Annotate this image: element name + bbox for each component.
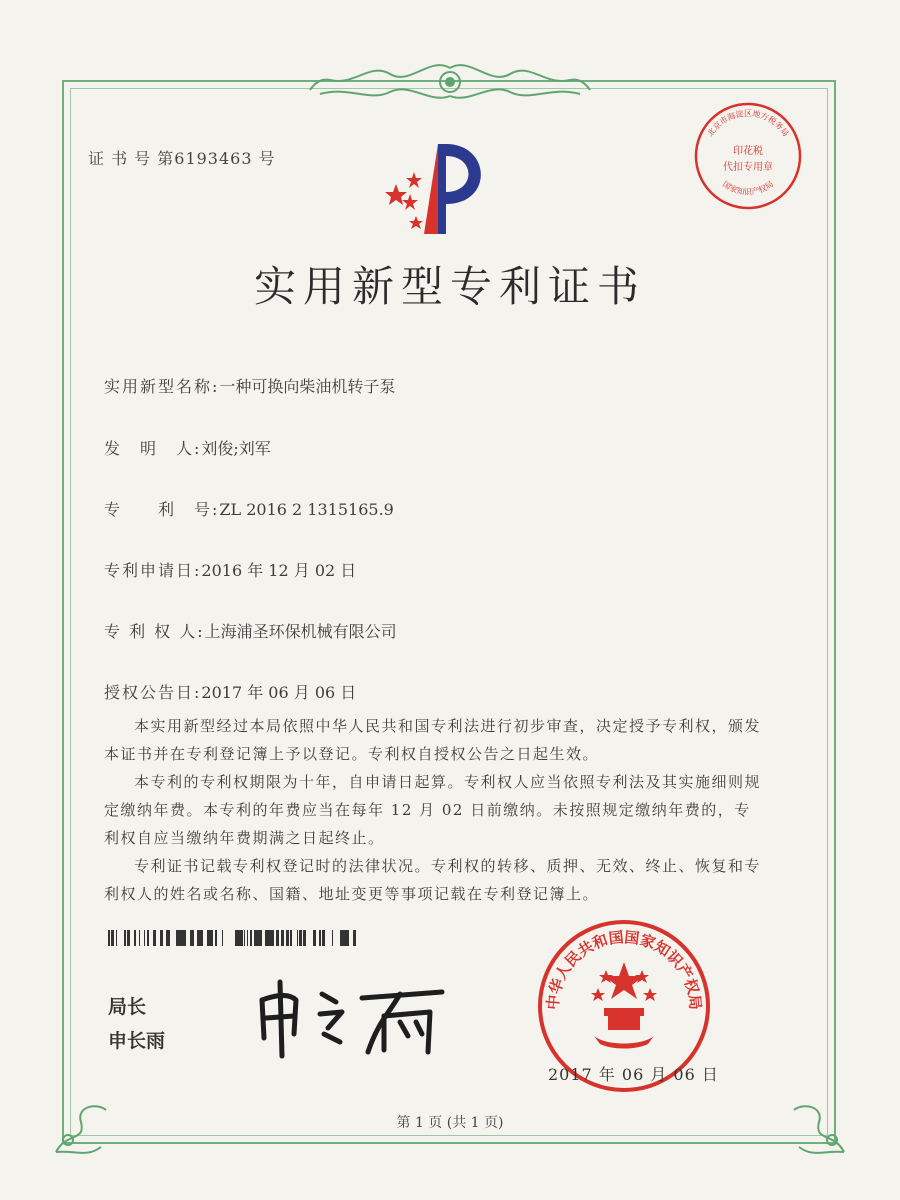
tax-agent-stamp-line-2: 代扣专用章 — [723, 162, 773, 173]
field-value: 刘俊;刘军 — [201, 439, 271, 458]
field-patentee — [104, 619, 397, 642]
director-title: 局长 — [108, 996, 147, 1018]
patent-office-emblem-icon — [376, 134, 506, 238]
barcode — [108, 930, 364, 946]
field-label: 实用新型名称: — [104, 377, 220, 396]
field-label: 发 明 人: — [104, 439, 202, 458]
seal-text: 中华人民共和国国家知识产权局 — [543, 928, 705, 1011]
tax-agent-stamp-outer-text: 北京市海淀区地方税务局 — [705, 109, 791, 139]
tax-agent-stamp-bottom-text: 国家知识产权局 — [720, 179, 776, 197]
handwritten-signature — [250, 972, 450, 1062]
barcode-bar — [357, 930, 358, 946]
field-value: ZL 2016 2 1315165.9 — [219, 500, 394, 519]
field-label: 授权公告日: — [104, 683, 202, 702]
tax-agent-stamp-line-1: 印花税 — [733, 146, 763, 157]
field-value: 一种可换向柴油机转子泵 — [219, 377, 396, 396]
certificate-body — [104, 712, 764, 908]
field-value: 2017 年 06 月 06 日 — [201, 683, 357, 702]
field-value: 2016 年 12 月 02 日 — [201, 561, 357, 580]
certificate-number: 证 书 号 第6193463 号 — [88, 149, 276, 168]
field-utility-model-name — [104, 374, 395, 397]
body-paragraph: 本专利的专利权期限为十年，自申请日起算。专利权人应当依照专利法及其实施细则规定缴纳年费。本专利的年费应当在每年 12 月 02 日前缴纳。未按照规定缴纳年费的，专利权自应当缴纳年费期满之日起终止。 — [104, 773, 762, 847]
director-name: 申长雨 — [108, 1030, 166, 1052]
field-application-date — [104, 558, 356, 581]
page-number: 第 1 页 (共 1 页) — [396, 1115, 504, 1131]
seal-date: 2017 年 06 月 06 日 — [548, 1065, 719, 1084]
certificate-title: 实用新型专利证书 — [253, 262, 646, 311]
field-label: 专利申请日: — [104, 561, 202, 580]
top-ornament — [300, 56, 600, 106]
field-value: 上海浦圣环保机械有限公司 — [204, 622, 397, 641]
svg-text:国家知识产权局 — [721, 179, 775, 196]
field-grant-announcement-date — [104, 680, 356, 703]
body-paragraph: 本实用新型经过本局依照中华人民共和国专利法进行初步审查，决定授予专利权，颁发本证书并在专利登记簿上予以登记。专利权自授权公告之日起生效。 — [104, 717, 762, 763]
field-inventor — [104, 436, 271, 459]
field-label: 专 利 权 人: — [104, 622, 205, 641]
field-label: 专 利 号: — [104, 500, 220, 519]
field-patent-number — [104, 497, 394, 520]
tax-agent-stamp — [688, 96, 808, 216]
body-paragraph: 专利证书记载专利权登记时的法律状况。专利权的转移、质押、无效、终止、恢复和专利权人的姓名或名称、国籍、地址变更等事项记载在专利登记簿上。 — [104, 857, 762, 903]
